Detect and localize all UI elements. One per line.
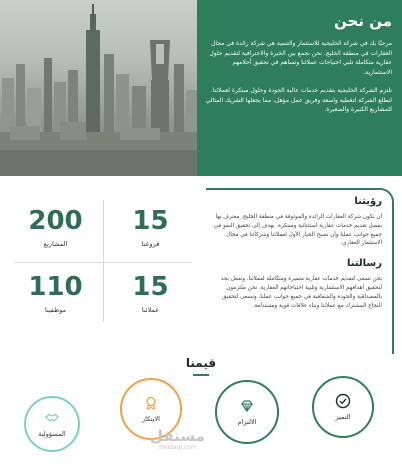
value-label: التميز — [335, 413, 351, 421]
value-commitment — [215, 380, 279, 444]
value-excellence — [312, 376, 374, 438]
stat-clients — [103, 272, 198, 314]
about-paragraph-1: مرحبًا بك في شركة الخليجية للاستثمار والتنمية هي شركة رائدة في مجال العقارات في منطقة الخليج. نحن نجمع بين الخبرة والاحترافية لتقديم حلول عقارية متكاملة تلبي احتياجات عملائنا وتساهم في تحقيق أحلامهم الاستثمارية. — [209, 40, 392, 76]
vision-mission-card — [206, 188, 394, 354]
values-title-underline — [193, 374, 209, 376]
stat-employees — [8, 272, 103, 314]
stat-label: المشاريع — [43, 240, 68, 248]
stat-value: 110 — [28, 272, 83, 302]
handshake-icon — [44, 410, 60, 426]
stat-label: عملائنا — [141, 306, 160, 314]
about-title: من نحن — [334, 12, 392, 30]
stat-value: 15 — [132, 206, 169, 236]
about-panel — [197, 0, 402, 176]
value-label: الابتكار — [142, 415, 160, 423]
value-label: المسؤولية — [38, 430, 66, 438]
mission-title: رسالتنا — [346, 258, 382, 270]
watermark-logo: مستقل — [150, 427, 205, 445]
value-responsibility — [24, 396, 80, 452]
stat-projects — [8, 206, 103, 248]
stats-grid — [8, 196, 198, 336]
values-title: قيمنا — [185, 356, 217, 370]
vision-text: أن تكون شركة العقارات الرائدة والموثوقة في منطقة الخليج، معترف بها بفضل تقديم خدمات عقارية استثنائية ومبتكرة. نهدف إلى تحقيق النمو في جميع جوانب عملنا وأن نصبح الخيار الأول لعملائنا وشركائنا في مجال الاستثمار العقاري. — [213, 214, 382, 247]
stat-label: موظفينا — [44, 306, 67, 314]
vision-title: رؤيتنا — [354, 196, 382, 207]
stat-label: فروعنا — [141, 240, 160, 248]
stats-divider-horizontal — [14, 262, 192, 263]
mostaql-watermark — [150, 428, 205, 451]
stat-value: 200 — [28, 206, 83, 236]
stat-branches — [103, 206, 198, 248]
stat-value: 15 — [132, 272, 169, 302]
award-icon — [143, 395, 159, 411]
watermark-url: mostaql.com — [157, 444, 197, 451]
check-circle-icon — [335, 393, 351, 409]
about-section — [0, 0, 402, 176]
mission-text: نحن نسعى لتقديم خدمات عقارية متميزة ومتكاملة لعملائنا، ونعمل بجد لتحقيق أهدافهم الاستثمارية وتلبية احتياجاتهم العقارية. نحن ملتزمون بالمصداقية والجودة والشفافية في جميع جوانب عملنا، ونسعى لتحقيق النجاح المشترك مع عملائنا وبناء علاقات قوية ومستدامة. — [220, 276, 382, 309]
diamond-icon — [239, 398, 255, 414]
about-paragraph-2: تلتزم الشركة الخليجية بتقديم خدمات عالية الجودة وحلول مبتكرة لعملائنا. لتطلع الشركة لتغطية واسعة وفريق عمل مؤهل، مما يجعلها الشريك المثالي للمشاريع الكبيرة والصغيرة. — [205, 87, 392, 113]
value-label: الالتزام — [237, 418, 257, 426]
city-skyline-image — [0, 0, 202, 176]
